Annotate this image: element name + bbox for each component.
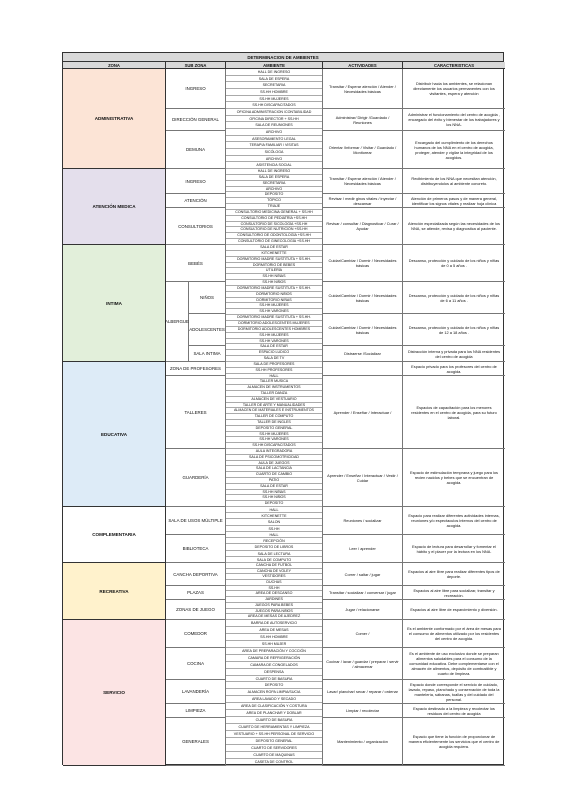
actividad-cell: Lavar/ planchar/ secar / reparar / ordenar [323, 680, 403, 704]
ambiente-item: HALL DE INGRESO [226, 169, 322, 175]
caracteristica-cell: Distribuir hacia los ambientes, se relacionan directamente los usuarios permanentes con los visitantes, espera y atención [403, 69, 505, 109]
ambiente-item: DORMITORIO NIÑOS [226, 292, 322, 298]
subzone-cell: BEBÉS [166, 245, 226, 282]
ambiente-item: KITCHENETTE [226, 513, 322, 519]
ambiente-item: SALA DE PSICOMOTRICIDAD [226, 455, 322, 461]
ambiente-item: SALA DE LACTANCIA [226, 466, 322, 472]
subzone-cell: CONSULTORIOS [166, 208, 226, 245]
ambiente-item: CASETA DE CONTROL [226, 759, 322, 766]
ambiente-item: PATIO [226, 478, 322, 484]
ambiente-item: CUARTO DE BASURA [226, 676, 322, 683]
actividad-cell: Mantenimiento / organización [323, 718, 403, 766]
ambiente-item: CONSULTORIO DE PEDIATRÍA +SS.HH [226, 216, 322, 222]
subzone-cell: TALLERES [166, 376, 226, 449]
ambiente-item: ESPACIO LUDICO [226, 350, 322, 356]
ambiente-item: ALMACEN ROPA LIMPIA/SUCIA [226, 689, 322, 696]
ambiente-item: AREA LAVADO Y SECADO [226, 696, 322, 703]
caracteristica-cell: Espacio donde corresponde el servicio de cuidado, lavado, repaso, planchado y conservación de toda la mantelería, sábanas, toallas y del cuidado del personal. [403, 680, 505, 704]
ambiente-item: HALL DE INGRESO [226, 69, 322, 76]
ambiente-item: AREA DE PREPARACIÓN Y COCCIÓN [226, 648, 322, 655]
subzone-cell: PLAZAS [166, 586, 226, 600]
ambiente-item: JUEGOS PARA NIÑOS [226, 609, 322, 615]
ambiente-item: SICÓLOGA [226, 149, 322, 156]
header-caracteristicas: CARACTERISTICAS [403, 62, 505, 69]
ambiente-item: SALA DE ESTAR [226, 344, 322, 350]
actividad-cell: Comer / [323, 620, 403, 648]
ambiente-item: SALA DE ESTAR [226, 245, 322, 251]
ambiente-item: TRIAJE [226, 204, 322, 210]
caracteristica-cell: Espacio de lectura para desarrollar y fomentar el hábito y el placer por la lectura en los NNA. [403, 535, 505, 563]
ambiente-item: SALA DE PROFESORES [226, 362, 322, 368]
ambiente-list [226, 507, 323, 563]
ambiente-list [226, 245, 323, 362]
actividad-cell: Transitar / Esperar atención / Atender / Necesidades básicas [323, 69, 403, 109]
ambiente-item: SALA DE ESTAR [226, 484, 322, 490]
ambiente-item: ARCHIVO [226, 129, 322, 136]
ambiente-item: CUARTO DE MAQUINAS [226, 752, 322, 759]
ambiente-item: HALL [226, 374, 322, 380]
ambiente-item: SALA DE ESPERA [226, 76, 322, 83]
ambiente-item: DORMITORIO DE BEBES [226, 263, 322, 269]
ambiente-item: SALA DE ESPERA [226, 175, 322, 181]
subzone-cell: GUARDERÍA [166, 449, 226, 507]
caracteristica-cell: Descanso, protección y cuidado de los niños y niñas de 12 a 18 años . [403, 314, 505, 346]
ambiente-item: SS.HH MUJER [226, 641, 322, 648]
actividad-cell: Reuniones / socializar [323, 507, 403, 535]
subzone-cell: ZONAS DE JUEGO [166, 600, 226, 620]
zone-intima: INTIMA [63, 245, 166, 362]
header-zona: ZONA [63, 62, 166, 69]
ambiente-item: TALLER DE COMPUTO [226, 414, 322, 420]
ambiente-item: AREA DE MESAS [226, 627, 322, 634]
actividad-cell: Cocinar / lavar / guardar / preparar / servir / almacenar [323, 648, 403, 680]
actividad-cell: Aprender / Enseñar / Interactuar / [323, 376, 403, 449]
ambiente-item: DORMITORIO MADRE SUSTITUTA + SS.HH. [226, 286, 322, 292]
actividad-cell: Leer / aprender [323, 535, 403, 563]
ambiente-item: AREA DE DESCANSO [226, 591, 322, 597]
ambiente-item: CUARTO DE SERVIDORES [226, 745, 322, 752]
caracteristica-cell: Distracción interna y privada para los NNA residentes del centro de acogida [403, 346, 505, 362]
ambiente-item: ASESORAMIENTO LEGAL [226, 136, 322, 143]
ambiente-list [226, 362, 323, 507]
ambiente-item: DEPOSITO [226, 192, 322, 198]
ambiente-item: SS.HH VARONES [226, 339, 322, 345]
subzone-cell: ATENCIÓN [166, 194, 226, 208]
ambiente-item: DORMITORIO MADRE SUSTITUTA + SS.HH. [226, 315, 322, 321]
subzone-cell: NIÑOS [189, 282, 226, 314]
ambiente-item: SECRETARIA [226, 181, 322, 187]
actividad-cell: Cuidar/Cambiar / Dormir / Necesidades básicas [323, 314, 403, 346]
ambiente-item: BARRA DE AUTOSERVICIO [226, 620, 322, 627]
actividad-cell [323, 362, 403, 376]
caracteristica-cell: Atención especializada según las necesidades de los NNA, se atiende, revisa y diagnostica al paciente. [403, 208, 505, 245]
ambiente-item: DORMITORIO MADRE SUSTITUTA + SS.HH. [226, 257, 322, 263]
ambiente-item: CUARTO DE BASURA [226, 717, 322, 724]
ambiente-item: SS.HH NIÑAS [226, 490, 322, 496]
ambiente-item: HALL [226, 532, 322, 538]
actividad-cell: Revisar / medir ginos vitales / inyectar / descansar [323, 194, 403, 208]
subzone-cell: GENERALES [166, 718, 226, 766]
actividad-cell: Cuidar/Cambiar / Dormir / Necesidades básicas [323, 245, 403, 282]
ambiente-item: ASISTENCIA SOCIAL [226, 162, 322, 169]
ambiente-item: CANCHA DE FUTBOL [226, 563, 322, 569]
header-ambiente: AMBIENTE [226, 62, 323, 69]
caracteristica-cell: Descanso, protección y cuidado de los niños y niñas de 6 a 11 años . [403, 282, 505, 314]
actividad-cell: Aprender / Enseñar / Interactuar / Vestir / Cuidar [323, 449, 403, 507]
caracteristica-cell: Espacio de estimulación temprana y juego para los recien nacidos y bebes que se encuentran de acogida. [403, 449, 505, 507]
caracteristica-cell: Es el ambiente de uso exclusivo donde se preparan alimentos saludables para el consumo de la comunidad educativa. Debe complementarse con el almacén de alimentos, depósito de combustible y cuarto de limpieza. [403, 648, 505, 680]
header-sub-zona: SUB ZONA [166, 62, 226, 69]
ambiente-item: SS.HH VARONES [226, 437, 322, 443]
zone-recreativa: RECREATIVA [63, 563, 166, 620]
ambiente-item: VESTIDORES [226, 574, 322, 580]
subzone-cell: SALA INTIMA [189, 346, 226, 362]
subzone-cell: INGRESO [166, 169, 226, 194]
ambiente-item: DEPOSITO [226, 501, 322, 507]
caracteristica-cell: Espacio destinado a la limpieza y recolectar los residuos del centro de acogida [403, 704, 505, 718]
subzone-cell: INGRESO [166, 69, 226, 109]
caracteristica-cell: Recibimiento de los NNA que necesitan atención, distribuyendolos al ambiente concreto. [403, 169, 505, 194]
ambiente-item: DEPOSITO [226, 682, 322, 689]
ambiente-item: TALLER DANZA [226, 391, 322, 397]
ambiente-item: RECEPCIÓN [226, 538, 322, 544]
subzone-cell: DEMUNA [166, 131, 226, 169]
ambiente-item: CAMARA DE CONGELADOS [226, 662, 322, 669]
ambiente-item: JARDINES [226, 597, 322, 603]
actividad-cell: Orientar /Informar / Visitar / Guardado / Monitorear [323, 131, 403, 169]
subzone-cell: COMEDOR [166, 620, 226, 648]
ambiente-item: AREA DE MESAS DE AJEDREZ [226, 614, 322, 620]
ambiente-item: OFICINA DIRECTOR + SS.HH [226, 116, 322, 123]
ambiente-item: ALMACEN DE VESTUARIO [226, 397, 322, 403]
ambiente-item: CONSULTORIO MEDICINA GENERAL + SS.HH [226, 210, 322, 216]
ambiente-item: ARCHIVO [226, 187, 322, 193]
ambiente-item: TALLER MUSICA [226, 379, 322, 385]
ambiente-item: TERAPIA FAMILIAR / VISITAS [226, 142, 322, 149]
subzone-cell: ZONA DE PROFESORES [166, 362, 226, 376]
ambientes-table [62, 52, 504, 765]
ambiente-item: TÓPICO [226, 198, 322, 204]
actividad-cell: Administrar/ Dirigir /Guardado / Reuniones [323, 109, 403, 131]
ambiente-item: SECRETARIA [226, 82, 322, 89]
ambiente-item: HALL [226, 507, 322, 513]
ambiente-item: SS.HH NIÑOS [226, 280, 322, 286]
zone-educativa: EDUCATIVA [63, 362, 166, 507]
ambiente-list [226, 169, 323, 245]
ambiente-item: DORMITORIO ADOLESCENTES HOMBRES [226, 327, 322, 333]
ambiente-item: SS.HH [226, 526, 322, 532]
subzone-cell: SALA DE USOS MÚLTIPLE [166, 507, 226, 535]
ambiente-item: CONSULTORIO DE GINECOLOGÍA +SS.HH [226, 239, 322, 245]
header-actividades: ACTIVIDADES [323, 62, 403, 69]
ambiente-list [226, 620, 323, 766]
ambiente-item: SS.HH MUJERES [226, 333, 322, 339]
subzone-cell: CANCHA DEPORTIVA [166, 563, 226, 586]
ambiente-item: SS.HH DISCAPACITADOS [226, 443, 322, 449]
caracteristica-cell: Espacios al aire libre de esparcimiento y diversión. [403, 600, 505, 620]
ambiente-item: SS.HH MUJERES [226, 432, 322, 438]
ambiente-list [226, 563, 323, 620]
actividad-cell: Revisar / consultar / Diagnosticar / Curar / Ayudar [323, 208, 403, 245]
actividad-cell: Transitar / socializar / conversar / jugar [323, 586, 403, 600]
ambiente-item: ALMACEN DE INSTRUMENTOS [226, 385, 322, 391]
ambiente-item: AULA INTEGRADORA [226, 449, 322, 455]
ambiente-item: SS.HH MUJERES [226, 96, 322, 103]
ambiente-item: UTILERÍA [226, 268, 322, 274]
ambiente-item: SS.HH HOMBRE [226, 89, 322, 96]
ambiente-item: AREA DE PLANCHAR Y DOBLAR [226, 710, 322, 717]
ambiente-item: DEPOSITO GENERAL [226, 738, 322, 745]
caracteristica-cell: Encargado del cumplimiento de los derechos humanos de los NNA en el centro de acogida, proteger, atender y vigilar la integridad de los acogidos. [403, 131, 505, 169]
ambiente-item: DUCHAS [226, 580, 322, 586]
actividad-cell: Transitar / Esperar atención / Atender / Necesidades básicas [323, 169, 403, 194]
ambiente-item: SS.HH HOMBRE [226, 634, 322, 641]
actividad-cell: Limpiar / recolectar [323, 704, 403, 718]
zone-servicio: SERVICIO [63, 620, 166, 766]
caracteristica-cell: Descanso, protección y cuidado de los niños y niñas de 0 a 5 años . [403, 245, 505, 282]
actividad-cell: Jugar / relacionarse [323, 600, 403, 620]
table-title: DETERMINACION DE AMBIENTES [63, 53, 503, 62]
ambiente-item: CAMARA DE REFRIGERACIÓN [226, 655, 322, 662]
caracteristica-cell: Espacio privado para los profesores del centro de acogida. [403, 362, 505, 376]
zone-atencion: ATENCIÓN MEDICA [63, 169, 166, 245]
ambiente-item: SS.HH PROFESORES [226, 368, 322, 374]
caracteristica-cell: Administrar el funcionamiento del centro de acogida , encargado del éxito y bienestar de los trabajadores y los NNA. [403, 109, 505, 131]
ambiente-list [226, 69, 323, 169]
actividad-cell: Distraerse /Socializar [323, 346, 403, 362]
ambiente-item: AREA DE CLASIFICACIÓN Y COSTURA [226, 703, 322, 710]
ambiente-item: DORMITORIO ADOLESCENTES MUJERES [226, 321, 322, 327]
ambiente-item: SS.HH DISCAPACITADOS [226, 102, 322, 109]
caracteristica-cell: Espacios de capacitación para los menores residentes en el centro de acogida, para su futuro laboral. [403, 376, 505, 449]
ambiente-item: SS.HH MUJERES [226, 303, 322, 309]
ambiente-item: ALMACEN DE MATERIALES E INSTRUMENTOS [226, 408, 322, 414]
ambiente-item: TALLER DE ARTE Y MANUALIDADES [226, 403, 322, 409]
ambiente-item: CONSULTORIO DE SICOLOGÍA +SS.HH [226, 222, 322, 228]
actividad-cell: Cuidar/Cambiar / Dormir / Necesidades básicas [323, 282, 403, 314]
caracteristica-cell: Es el ambiente conformado por el área de mesas para el consumo de alimentos utilizado por los residentes del centro de acogida. [403, 620, 505, 648]
ambiente-item: SS.HH [226, 586, 322, 592]
ambiente-item: DORMITORIO NIÑAS [226, 298, 322, 304]
caracteristica-cell: Espacio para realizar diferentes actividades internas, reuniones y/o espectaculos internos del centro de acogida. [403, 507, 505, 535]
ambiente-item: DEPOSITO DE LIBROS [226, 544, 322, 550]
ambiente-item: ARCHIVO [226, 156, 322, 163]
ambiente-item: CUARTO DE CAMBIO [226, 472, 322, 478]
caracteristica-cell: Espacios al aire libre para realizar diferentes tipos de deporte. [403, 563, 505, 586]
ambiente-item: OFICINA ADMINISTRACION /CONTABILIDAD [226, 109, 322, 116]
ambiente-item: SALA DE LECTURA [226, 551, 322, 557]
ambiente-item: KITCHENETTE [226, 251, 322, 257]
ambiente-item: SALON [226, 519, 322, 525]
caracteristica-cell: Atención de primeros pasos y de manera general, identificar los signos vitales y realizar hoja clínica [403, 194, 505, 208]
ambiente-item: SALA DE COMPUTO [226, 557, 322, 563]
ambiente-item: DEPOSITO GENERAL [226, 426, 322, 432]
actividad-cell: Correr / saltar / jugar [323, 563, 403, 586]
ambiente-item: CANCHA DE VOLEY [226, 569, 322, 575]
zone-complementaria: COMPLEMENTARIA [63, 507, 166, 563]
subzone-cell: DIRECCIÓN GENERAL [166, 109, 226, 131]
ambiente-item: SS.HH NIÑOS [226, 495, 322, 501]
ambiente-item: JUEGOS PARA BEBES [226, 603, 322, 609]
caracteristica-cell: Espacios al aire libre para socializar, transitar y recreación. [403, 586, 505, 600]
ambiente-item: SS.HH VARONES [226, 309, 322, 315]
ambiente-item: SALA DE REUNIONES [226, 122, 322, 129]
subzone-cell: BIBLIOTECA [166, 535, 226, 563]
subzone-cell: ALBERGUE [166, 282, 189, 362]
ambiente-item: VESTUARIO + SS.HH PERSONAL DE SERVICIO [226, 731, 322, 738]
zone-administrativa: ADMINISTRATIVA [63, 69, 166, 169]
ambiente-item: SALA DE TV [226, 356, 322, 362]
ambiente-item: TALLER DE INGLES [226, 420, 322, 426]
subzone-cell: LAVANDERÍA [166, 680, 226, 704]
caracteristica-cell: Espacio que tiene la función de proporcionar de manera eficientemente los servicios que el centro de acogida requiera. [403, 718, 505, 766]
ambiente-item: CONSULTORIO DE ODONTOLOGÍA +SS.HH [226, 233, 322, 239]
ambiente-item: CUARTO DE HERRAMIENTAS Y LIMPIEZA [226, 724, 322, 731]
ambiente-item: DESPENSA [226, 669, 322, 676]
ambiente-item: SS.HH NIÑAS [226, 274, 322, 280]
ambiente-item: AULA DE JUEGOS [226, 461, 322, 467]
ambiente-item: CONSULTORIO DE NUTRICIÓN +SS.HH [226, 227, 322, 233]
subzone-cell: ADOLESCENTES [189, 314, 226, 346]
subzone-cell: COCINA [166, 648, 226, 680]
subzone-cell: LIMPIEZA [166, 704, 226, 718]
